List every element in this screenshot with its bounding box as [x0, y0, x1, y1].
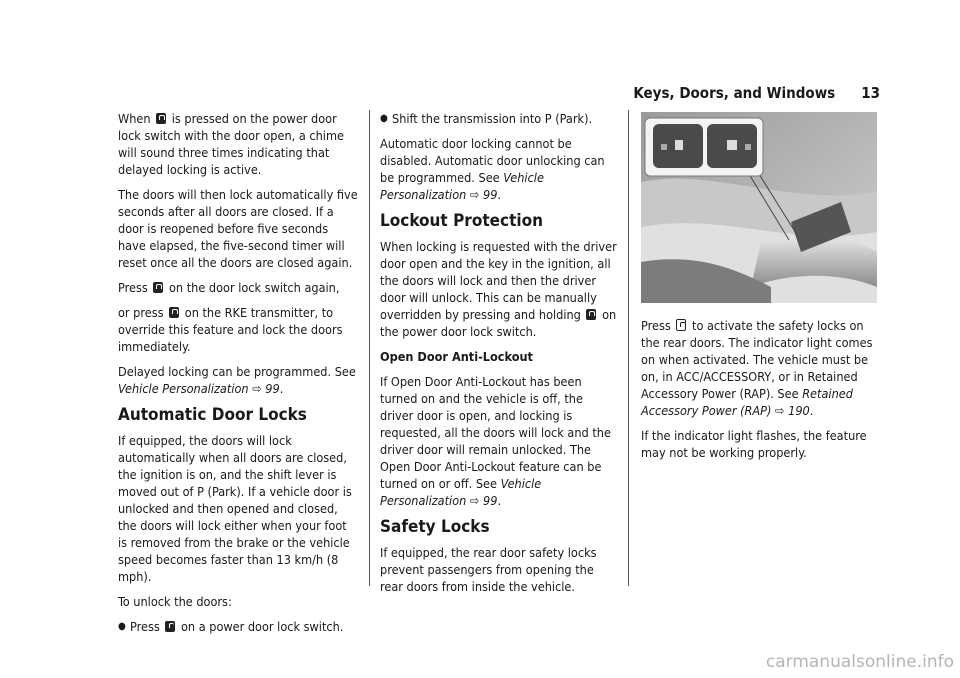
- page-ref-icon: ⇨: [775, 403, 785, 418]
- cross-reference-link[interactable]: Vehicle Personalization: [380, 476, 542, 508]
- lock-icon: [586, 309, 596, 320]
- paragraph: If Open Door Anti-Lockout has been turned on and the vehicle is off, the driver door is open, and locking is requested, all the doors will lock and the driver door will remain unlocked. The Open Door Anti-Lockout feature can be turned on or off. See Vehicle Personalization ⇨ 99.: [380, 374, 611, 508]
- lock-icon: [153, 282, 163, 293]
- column-divider: [628, 110, 629, 586]
- unlock-icon: [165, 621, 175, 632]
- page-number: 13: [861, 84, 880, 102]
- paragraph: If equipped, the rear door safety locks prevent passengers from opening the rear doors from inside the vehicle.: [380, 545, 597, 594]
- bullet-icon: ●: [118, 621, 126, 632]
- page-header: [633, 84, 880, 102]
- paragraph: When is pressed on the power door lock switch with the door open, a chime will sound three times indicating that delayed locking is active.: [118, 111, 344, 177]
- paragraph: When locking is requested with the driver door open and the key in the ignition, all the doors will lock and then the driver door will unlock. This can be manually overridden by pressing and holding on the power door lock switch.: [380, 239, 617, 339]
- section-title: Keys, Doors, and Windows: [633, 84, 836, 102]
- paragraph: To unlock the doors:: [118, 594, 232, 609]
- heading-safety-locks: Safety Locks: [380, 517, 490, 537]
- subheading-open-door-anti-lockout: Open Door Anti-Lockout: [380, 349, 533, 364]
- paragraph: Delayed locking can be programmed. See Vehicle Personalization ⇨ 99.: [118, 364, 356, 396]
- paragraph: If the indicator light flashes, the feature may not be working properly.: [641, 428, 867, 460]
- column-3: [641, 112, 877, 469]
- column-divider: [369, 110, 370, 586]
- watermark: carmanualsonline.info: [765, 652, 954, 672]
- lock-icon: [156, 113, 166, 124]
- cross-reference-link[interactable]: Vehicle Personalization: [380, 170, 544, 202]
- bullet-icon: ●: [380, 113, 388, 124]
- heading-automatic-door-locks: Automatic Door Locks: [118, 405, 307, 425]
- door-switch-photo: [641, 112, 877, 303]
- page-ref-icon: ⇨: [252, 381, 262, 396]
- cross-reference-link[interactable]: Vehicle Personalization: [118, 381, 249, 396]
- paragraph: The doors will then lock automatically five seconds after all doors are closed. If a door is reopened before five seconds have elapsed, the five-second timer will reset once all the doors are closed again.: [118, 187, 358, 270]
- safety-lock-icon: [676, 319, 686, 331]
- page-ref-icon: ⇨: [469, 493, 480, 508]
- paragraph: Automatic door locking cannot be disabled. Automatic door unlocking can be programmed. See Vehicle Personalization ⇨ 99.: [380, 136, 605, 202]
- paragraph: Press on the door lock switch again,: [118, 280, 340, 295]
- page-reference[interactable]: 190: [788, 403, 810, 418]
- lock-icon: [169, 307, 179, 318]
- column-1: [118, 110, 358, 643]
- page-reference[interactable]: 99: [483, 493, 498, 508]
- list-item: ● Press on a power door lock switch.: [118, 619, 344, 634]
- door-panel-illustration: [641, 112, 877, 303]
- page-reference[interactable]: 99: [483, 187, 498, 202]
- list-item: ● Shift the transmission into P (Park).: [380, 111, 593, 126]
- page-ref-icon: ⇨: [469, 187, 480, 202]
- paragraph: or press on the RKE transmitter, to override this feature and lock the doors immediately.: [118, 305, 343, 354]
- heading-lockout-protection: Lockout Protection: [380, 211, 544, 231]
- paragraph: Press to activate the safety locks on the rear doors. The indicator light comes on when activated. The vehicle must be on, in ACC/ACCESSORY, or in Retained Accessory Power (RAP). See Retained Accessory Power (RAP) ⇨ 190.: [641, 318, 873, 418]
- cross-reference-link[interactable]: Retained Accessory Power (RAP): [641, 386, 853, 418]
- page-reference[interactable]: 99: [265, 381, 280, 396]
- column-2: [380, 110, 618, 603]
- paragraph: If equipped, the doors will lock automatically when all doors are closed, the ignition is on, and the shift lever is moved out of P (Park). If a vehicle door is unlocked and then opened and closed, the doors will lock either when your foot is removed from the brake or the vehicle speed becomes faster than 13 km/h (8 mph).: [118, 433, 352, 584]
